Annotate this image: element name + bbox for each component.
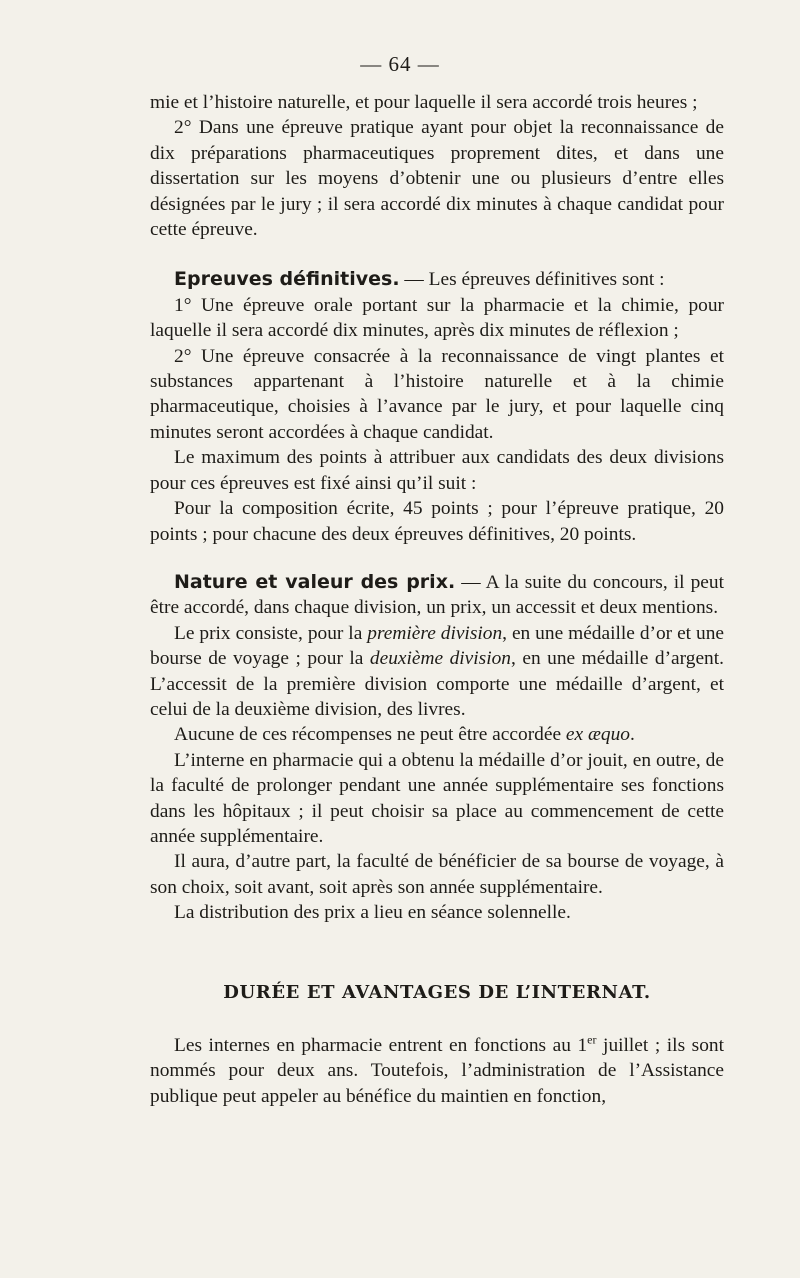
paragraph-prize-details: [150, 621, 724, 723]
page-body: [150, 90, 724, 1109]
paragraph-ex-aequo: [150, 722, 724, 747]
section-title: DURÉE ET AVANTAGES DE L’INTERNAT.: [223, 981, 651, 1003]
paragraph-oral-test: 1° Une épreuve orale portant sur la pharmacie et la chimie, pour laquelle il sera accordé dix minutes, après dix minutes de réflexion ;: [150, 294, 724, 342]
text-run: Le prix consiste, pour la: [174, 622, 368, 644]
paragraph-ceremony: La distribution des prix a lieu en séance solennelle.: [174, 902, 571, 924]
paragraph-prizes-heading: [150, 570, 724, 621]
paragraph-points-detail: Pour la composition écrite, 45 points ; pour l’épreuve pratique, 20 points ; pour chacune des deux épreuves définitives, 20 points.: [150, 498, 724, 545]
page-number: — 64 —: [360, 52, 440, 76]
heading-epreuves-definitives: Epreuves définitives.: [174, 268, 400, 291]
heading-prix-text: — A la suite du concours, il peut être accordé, dans chaque division, un prix, un accessit et deux mentions.: [150, 571, 724, 619]
superscript-er: er: [587, 1032, 597, 1047]
text-run: Aucune de ces récompenses ne peut être accordée: [174, 724, 566, 746]
paragraph-practical-test: 2° Dans une épreuve pratique ayant pour objet la reconnaissance de dix préparations pharmaceutiques proprement dites, et dans une dissertation sur les moyens d’obtenir une ou plusieurs d’entre elles désignées par le jury ; il sera accordé dix minutes à chaque candidat pour cette épreuve.: [150, 117, 724, 241]
heading-epreuves-text: — Les épreuves définitives sont :: [399, 269, 665, 291]
paragraph-internship-duration: [150, 1033, 724, 1109]
paragraph-continuation: mie et l’histoire naturelle, et pour laquelle il sera accordé trois heures ;: [150, 92, 698, 113]
paragraph-gold-medal: L’interne en pharmacie qui a obtenu la médaille d’or jouit, en outre, de la faculté de prolonger pendant une année supplémentaire ses fonctions dans les hôpitaux ; il peut choisir sa place au commencement de cette année supplémentaire.: [150, 749, 724, 847]
paragraph-recognition-test: 2° Une épreuve consacrée à la reconnaissance de vingt plantes et substances appartenant à l’histoire naturelle et à la chimie pharmaceutique, choisies à l’avance par le jury, et pour laquelle cinq minutes seront accordées à chaque candidat.: [150, 345, 724, 443]
paragraph-travel-grant: Il aura, d’autre part, la faculté de bénéficier de sa bourse de voyage, à son choix, soit avant, soit après son année supplémentaire.: [150, 851, 724, 898]
text-run: , en une médaille d’argent. L’accessit de la première division comporte une médaille d’argent, et celui de la deuxième division, des livres.: [150, 648, 724, 720]
paragraph-points-maximum: Le maximum des points à attribuer aux candidats des deux divisions pour ces épreuves est fixé ainsi qu’il suit :: [150, 447, 724, 494]
italic-premiere-division: première division: [367, 622, 503, 644]
heading-nature-valeur-prix: Nature et valeur des prix.: [174, 570, 456, 593]
text-run: , en une médaille d’or et une bourse de voyage ; pour la: [150, 622, 724, 670]
text-run: Les internes en pharmacie entrent en fonctions au 1: [174, 1035, 588, 1056]
paragraph-final-tests-heading: [150, 267, 724, 292]
italic-deuxieme-division: deuxième division: [369, 648, 511, 670]
italic-ex-aequo: ex æquo: [565, 724, 631, 746]
text-run: .: [630, 724, 635, 746]
text-run: juillet ; ils sont nommés pour deux ans. Toutefois, l’administration de l’Assistance publique peut appeler au bénéfice du maintien en fonction,: [150, 1035, 724, 1107]
